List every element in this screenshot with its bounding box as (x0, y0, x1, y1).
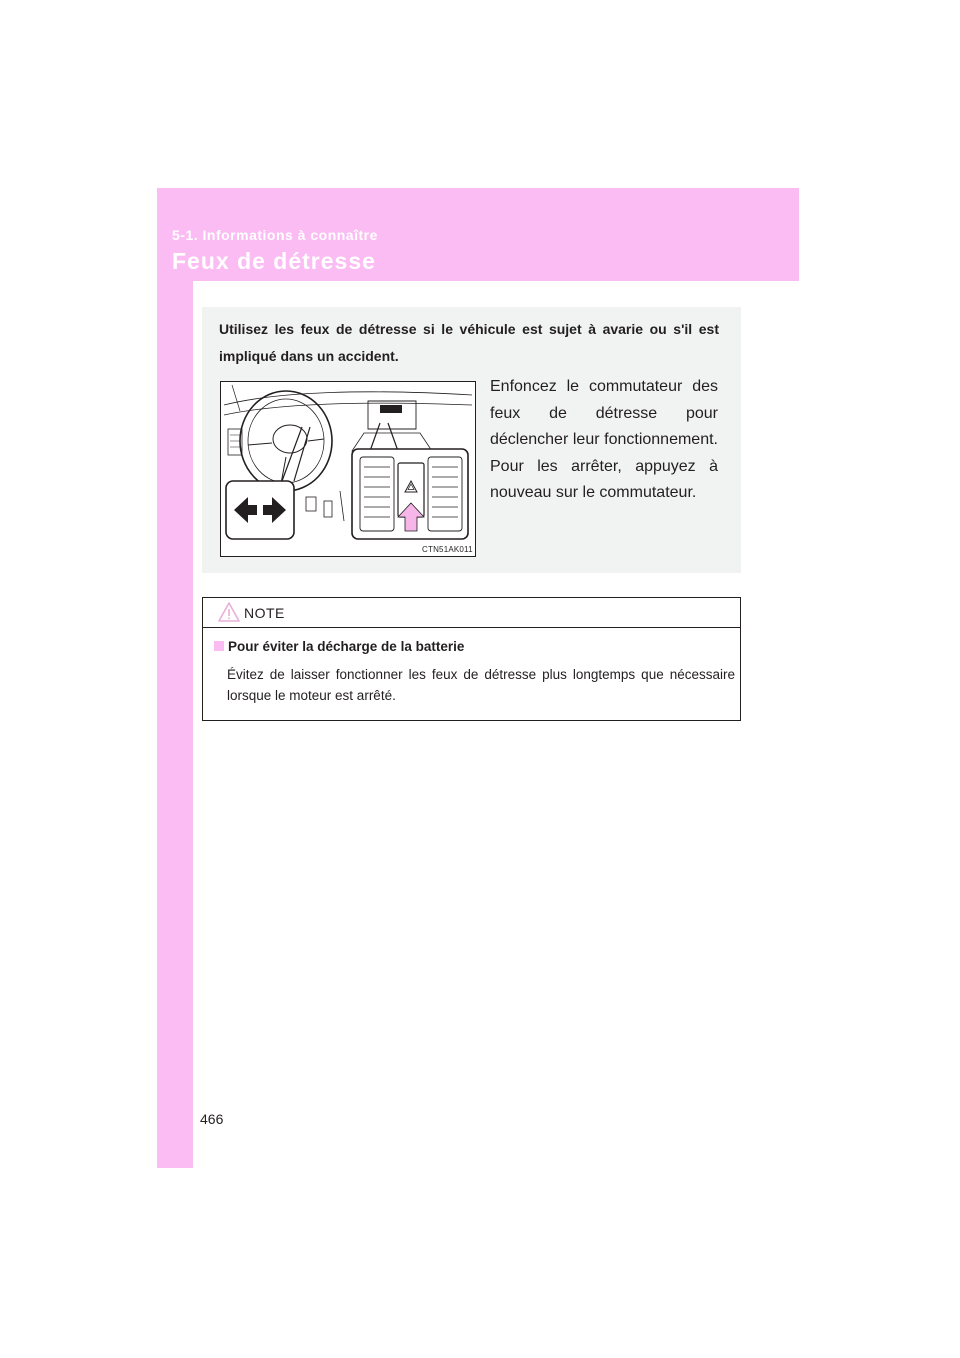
note-label: NOTE (244, 605, 285, 621)
dashboard-illustration (220, 381, 476, 557)
note-heading-text: Pour éviter la décharge de la batterie (228, 639, 465, 654)
note-text: Évitez de laisser fonctionner les feux de détresse plus longtemps que nécessaire lorsque le moteur est arrêté. (227, 667, 735, 703)
page-number: 466 (200, 1111, 224, 1127)
figure-code: CTN51AK011 (422, 545, 473, 554)
note-header (203, 598, 740, 628)
intro-text: Utilisez les feux de détresse si le véhicule est sujet à avarie ou s'il est impliqué dans un accident. (219, 321, 719, 364)
note-heading (214, 639, 464, 654)
note-box (202, 597, 741, 721)
page-title: Feux de détresse (172, 248, 376, 274)
section-label: 5-1. Informations à connaître (172, 227, 378, 243)
instructions-text: Enfoncez le commutateur des feux de détresse pour déclencher leur fonctionnement. Pour les arrêter, appuyez à nouveau sur le commutateur. (490, 378, 718, 501)
warning-triangle-icon (218, 601, 240, 623)
left-margin-band (157, 188, 193, 1168)
bullet-square-icon (214, 641, 224, 651)
